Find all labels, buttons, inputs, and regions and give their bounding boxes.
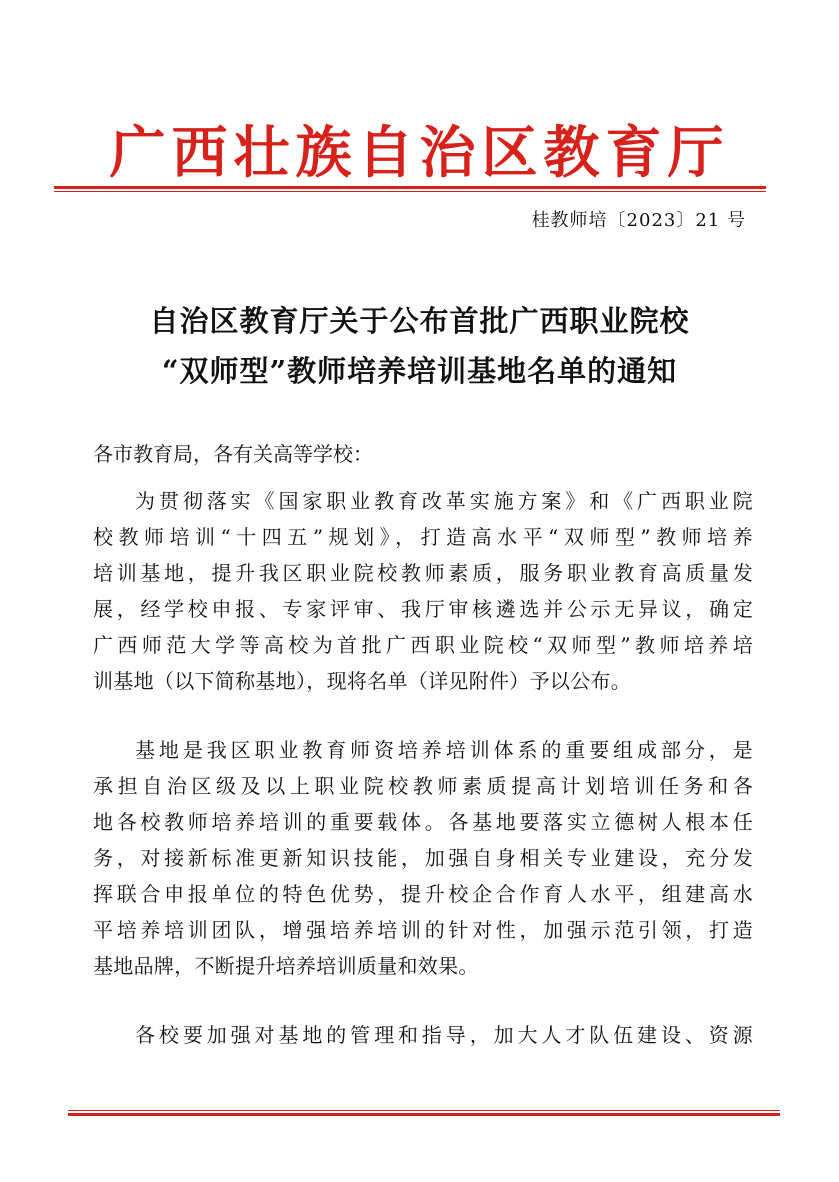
- paragraph-line: 务，对接新标准更新知识技能，加强自身相关专业建设，充分发: [93, 846, 753, 870]
- paragraph-line: 校教师培训“十四五”规划》，打造高水平“双师型”教师培养: [93, 525, 753, 549]
- paragraph-line: 平培养培训团队，增强培养培训的针对性，加强示范引领，打造: [93, 918, 753, 942]
- paragraph-line: 展，经学校申报、专家评审、我厅审核遴选并公示无异议，确定: [93, 597, 753, 621]
- paragraph-line: 承担自治区级及以上职业院校教师素质提高计划培训任务和各: [93, 774, 753, 798]
- paragraph-line: 训基地（以下简称基地），现将名单（详见附件）予以公布。: [93, 669, 632, 693]
- paragraph-line: 基地品牌，不断提升培养培训质量和效果。: [93, 954, 479, 978]
- paragraph-line: 基地是我区职业教育师资培养培训体系的重要组成部分，是: [135, 738, 753, 762]
- paragraph-1: [93, 483, 753, 699]
- paragraph-line: 各校要加强对基地的管理和指导，加大人才队伍建设、资源: [135, 1023, 753, 1047]
- document-number: 桂教师培〔2023〕21 号: [531, 210, 746, 231]
- paragraph-3: [93, 1017, 753, 1053]
- paragraph-line: 地各校教师培养培训的重要载体。各基地要落实立德树人根本任: [93, 810, 753, 834]
- document-title-line-2: “双师型”教师培养培训基地名单的通知: [161, 354, 678, 388]
- salutation: 各市教育局，各有关高等学校：: [93, 442, 373, 466]
- paragraph-line: 为贯彻落实《国家职业教育改革实施方案》和《广西职业院: [135, 489, 753, 513]
- paragraph-line: 培训基地，提升我区职业院校教师素质，服务职业教育高质量发: [93, 561, 753, 585]
- paragraph-2: [93, 732, 753, 984]
- agency-header-title: 广西壮族自治区教育厅: [109, 120, 730, 186]
- document-title: [0, 296, 839, 396]
- paragraph-line: 广西师范大学等高校为首批广西职业院校“双师型”教师培养培: [93, 633, 753, 657]
- document-title-line-1: 自治区教育厅关于公布首批广西职业院校: [149, 304, 690, 338]
- paragraph-line: 挥联合申报单位的特色优势，提升校企合作育人水平，组建高水: [93, 882, 753, 906]
